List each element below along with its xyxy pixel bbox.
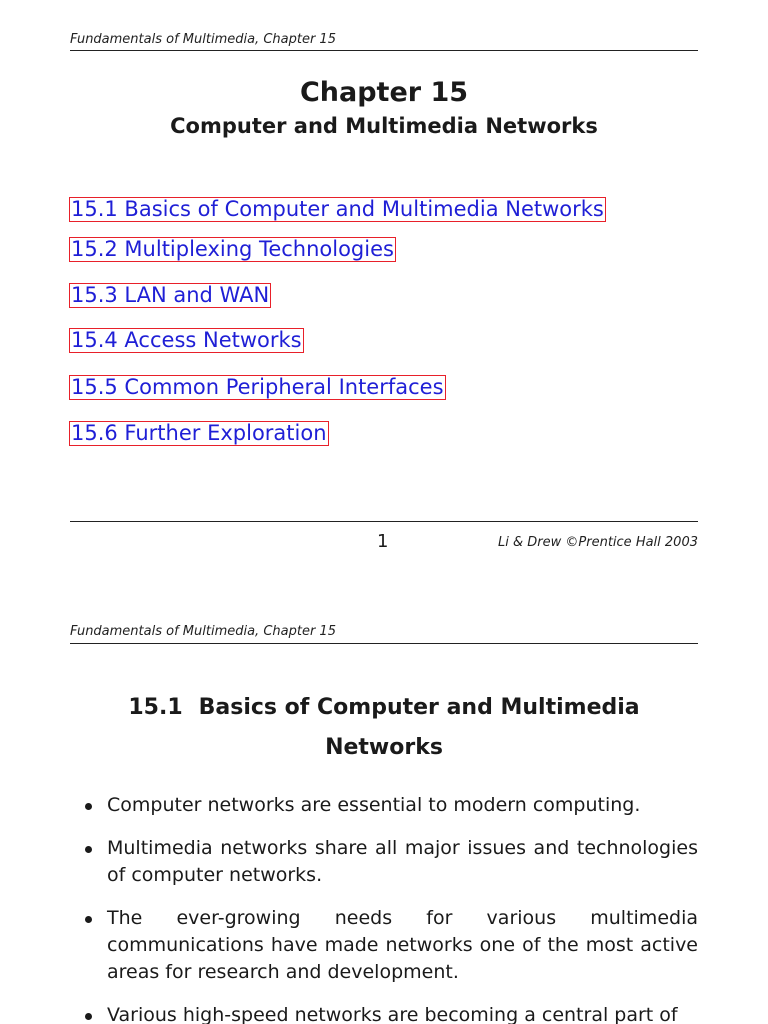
section-title-line-2: Networks xyxy=(325,735,443,760)
toc-link-15-5[interactable]: 15.5 Common Peripheral Interfaces xyxy=(71,375,444,399)
header-rule xyxy=(70,50,698,51)
bullet-text: The ever-growing needs for various multimedia communications have made networks one of the most active areas for research and development. xyxy=(107,907,698,983)
bullet-text: Computer networks are essential to modern computing. xyxy=(107,794,641,816)
list-item xyxy=(82,835,698,889)
toc-link-15-2[interactable]: 15.2 Multiplexing Technologies xyxy=(71,237,394,261)
section-heading-line-1 xyxy=(0,688,768,728)
chapter-subtitle: Computer and Multimedia Networks xyxy=(170,114,598,138)
section-heading xyxy=(0,688,768,768)
section-title-line-1: Basics of Computer and Multimedia xyxy=(198,695,640,720)
bullet-list xyxy=(82,792,698,1024)
bullet-icon xyxy=(85,1013,92,1020)
toc-link-15-4[interactable]: 15.4 Access Networks xyxy=(71,328,302,352)
list-item xyxy=(82,1002,698,1024)
list-item xyxy=(82,905,698,986)
toc-link-15-3[interactable]: 15.3 LAN and WAN xyxy=(71,283,270,307)
footer-rule xyxy=(70,521,698,522)
running-head: Fundamentals of Multimedia, Chapter 15 xyxy=(70,32,336,47)
page-number: 1 xyxy=(377,531,389,552)
bullet-icon xyxy=(85,803,92,810)
header-rule xyxy=(70,643,698,644)
bullet-icon xyxy=(85,846,92,853)
bullet-icon xyxy=(85,916,92,923)
footer-credit: Li & Drew ©Prentice Hall 2003 xyxy=(498,535,698,550)
list-item xyxy=(82,792,698,819)
bullet-text: Various high-speed networks are becoming a central part of xyxy=(107,1004,678,1024)
slide-2 xyxy=(0,600,768,1024)
section-number: 15.1 xyxy=(128,695,183,720)
running-head: Fundamentals of Multimedia, Chapter 15 xyxy=(70,624,336,639)
chapter-title: Chapter 15 xyxy=(299,77,469,108)
toc-link-15-1[interactable]: 15.1 Basics of Computer and Multimedia Networks xyxy=(71,197,604,221)
bullet-text: Multimedia networks share all major issues and technologies of computer networks. xyxy=(107,837,698,886)
toc-link-15-6[interactable]: 15.6 Further Exploration xyxy=(71,421,327,445)
